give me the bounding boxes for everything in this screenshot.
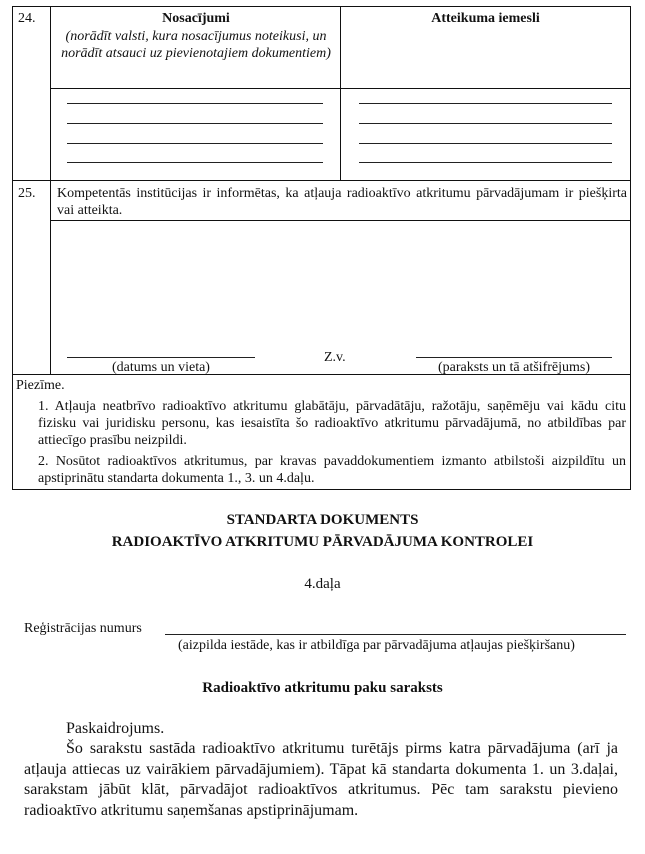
stamp-label: Z.v. (324, 350, 346, 365)
conditions-blank-line[interactable] (67, 143, 323, 144)
row24-bottom-divider (12, 180, 631, 181)
table-bottom-border (12, 489, 631, 490)
signature-label: (paraksts un tā atšifrējums) (437, 360, 590, 375)
row24-conditions-title: Nosacījumi (162, 11, 230, 26)
conditions-blank-line[interactable] (67, 162, 323, 163)
row24-column-divider (340, 6, 341, 180)
refusal-blank-line[interactable] (359, 123, 612, 124)
document-subtitle: RADIOAKTĪVO ATKRITUMU PĀRVADĀJUMA KONTROLEI (111, 534, 534, 550)
refusal-blank-line[interactable] (359, 162, 612, 163)
signature-line[interactable] (416, 357, 612, 358)
note-item-2: 2. Nosūtot radioaktīvos atkritumus, par kravas pavaddokumentiem izmanto atbilstoši aizpildītu un apstiprinātu standarta dokumenta 1., 3. un 4.daļu. (38, 454, 626, 486)
refusal-blank-line[interactable] (359, 143, 612, 144)
date-place-label: (datums un vieta) (112, 360, 210, 375)
number-column-divider (50, 6, 51, 374)
row25-text-divider (50, 220, 631, 221)
row24-refusal-title: Atteikuma iemesli (431, 11, 540, 26)
explanation-title: Paskaidrojums. (66, 720, 165, 737)
row25-text: Kompetentās institūcijas ir informētas, ka atļauja radioaktīvo atkritumu pārvadājumam ir piešķirta vai atteikta. (57, 186, 627, 218)
row24-number: 24. (18, 11, 36, 26)
document-title: STANDARTA DOKUMENTS (226, 512, 419, 528)
conditions-blank-line[interactable] (67, 123, 323, 124)
registration-number-field[interactable] (165, 634, 626, 635)
registration-label: Reģistrācijas numurs (24, 621, 142, 636)
row25-number: 25. (18, 186, 36, 201)
table-left-border (12, 6, 13, 490)
list-title: Radioaktīvo atkritumu paku saraksts (202, 680, 443, 696)
row24-conditions-hint: (norādīt valsti, kura nosacījumus noteikusi, un norādīt atsauci uz pievienotajiem dokumentiem) (61, 29, 331, 61)
date-place-line[interactable] (67, 357, 255, 358)
explanation-text: Šo sarakstu sastāda radioaktīvo atkritumu turētājs pirms katra pārvadājuma (arī ja atļauja attiecas uz vairākiem pārvadājumiem). Tāpat kā standarta dokumenta 1. un 3.daļai, sarakstam jābūt klāt, pārvadājot radioaktīvos atkritumus. Pēc tam sarakstu pievieno radioaktīvo atkritumu saņemšanas apstiprinājumam. (24, 740, 618, 819)
conditions-blank-line[interactable] (67, 103, 323, 104)
refusal-blank-line[interactable] (359, 103, 612, 104)
table-top-border (12, 6, 631, 7)
registration-hint: (aizpilda iestāde, kas ir atbildīga par pārvadājuma atļaujas piešķiršanu) (178, 638, 575, 653)
document-part: 4.daļa (304, 576, 341, 592)
note-item-1: 1. Atļauja neatbrīvo radioaktīvo atkritumu glabātāju, pārvadātāju, ražotāju, saņēmēju vai kādu citu fizisku vai juridisku personu, kas iesaistīta šo radioaktīvo atkritumu pārvadājumā, no atbildības par attiecīgo prasību neizpildi. (38, 399, 626, 448)
note-title: Piezīme. (16, 378, 65, 393)
table-right-border (630, 6, 631, 490)
